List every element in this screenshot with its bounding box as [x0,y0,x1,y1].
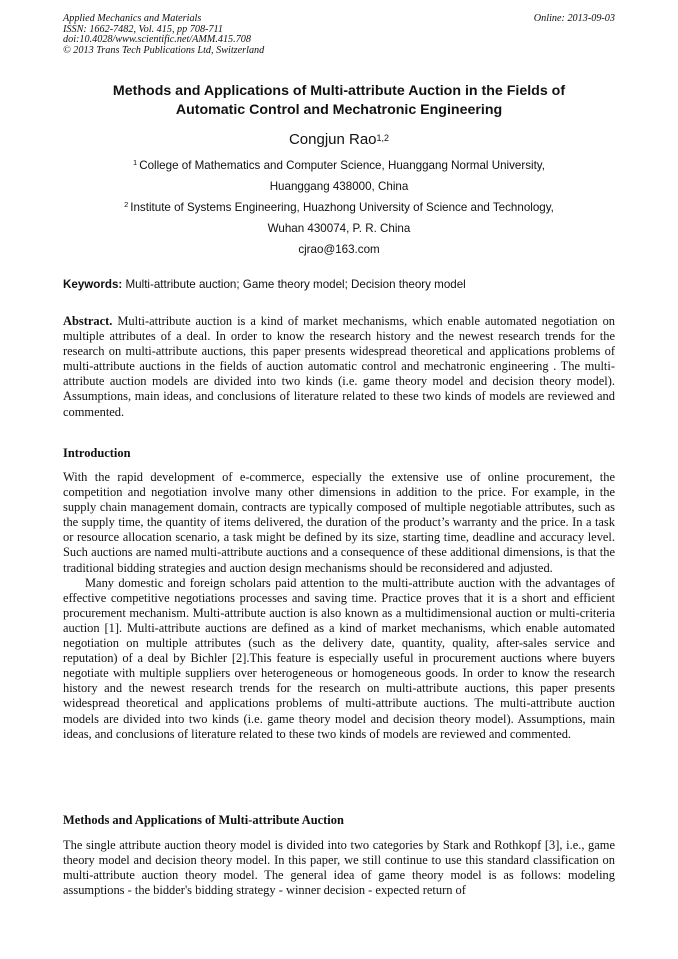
affiliations [63,155,615,260]
affiliation-1-line-1: College of Mathematics and Computer Science, Huanggang Normal University, [139,159,545,172]
author [63,131,615,149]
affiliation-2-mark: 2 [124,200,129,209]
title-line-2: Automatic Control and Mechatronic Engineering [175,101,503,118]
keywords-list: Multi-attribute auction; Game theory model; Decision theory model [125,278,466,291]
title-line-1: Methods and Applications of Multi-attribute Auction in the Fields of [112,83,566,99]
affiliation-1-line-2: Huanggang 438000, China [269,180,409,193]
affiliation-2-line-1: Institute of Systems Engineering, Huazhong University of Science and Technology, [130,201,554,214]
journal-name: Applied Mechanics and Materials [63,13,202,24]
affiliation-1 [63,155,615,176]
methods-body [63,838,615,898]
introduction-paragraph-1: With the rapid development of e-commerce, especially the extensive use of online procurement, the competition and negotiation involve many other dimensions in addition to the price. For example, in the supply chain management domain, contracts are typically composed of multiple negotiable attributes, such as the supply time, the quantity of items delivered, the duration of the product’s warranty and the price. In a task or resource allocation scenario, a task might be defined by its size, starting time, deadline and accuracy level. Such auctions are named multi-attribute auctions and a consequence of these additional dimensions, is that the traditional bidding strategies and auction design mechanisms should be reconsidered and adjusted. [63,470,615,575]
affiliation-2 [63,197,615,218]
copyright-line: © 2013 Trans Tech Publications Ltd, Switzerland [63,44,265,56]
abstract [63,314,615,420]
author-affiliation-marks: 1,2 [376,133,390,143]
author-email[interactable]: cjrao@163.com [298,243,380,256]
abstract-text: Multi-attribute auction is a kind of market mechanisms, which enable automated negotiation on multiple attributes of a deal. In order to know the research history and the newest research trends for the research on multi-attribute auctions, this paper presents widespread theoretical and applications problems of multi-attribute auctions in the fields of auction automatic control and mechatronic engineering . The multi-attribute auction models are divided into two kinds (i.e. game theory model and decision theory model). Assumptions, main ideas, and conclusions of literature related to these two kinds of models are reviewed and commented. [63,314,616,419]
keywords [63,277,623,292]
issn-line: ISSN: 1662-7482, Vol. 415, pp 708-711 [63,23,223,35]
introduction-body [63,470,615,742]
methods-paragraph-1: The single attribute auction theory model is divided into two categories by Stark and Rothkopf [3], i.e., game theory model and decision theory model. In this paper, we still continue to use this standard classification on multi-attribute auction theory model. The general idea of game theory model is as follows: modeling assumptions - the bidder's bidding strategy - winner decision - expected return of [63,838,615,898]
author-name: Congjun Rao [288,131,377,148]
affiliation-2-line-2: Wuhan 430074, P. R. China [267,222,411,235]
abstract-label: Abstract. [63,314,113,328]
journal-header [63,14,264,56]
keywords-label: Keywords: [63,278,123,291]
introduction-paragraph-2: Many domestic and foreign scholars paid attention to the multi-attribute auction with the advantages of effective competitive negotiations processes and saving time. Practice proves that it is a short and efficient procurement mechanism. Multi-attribute auction is also known as a multidimensional auction or multi-criteria auction [1]. Multi-attribute auctions are defined as a kind of market mechanisms, which enable automated negotiation on multiple attributes (such as the delivery date, quantity, quality, after-sales service and reputation) of a deal by Bichler [2].This feature is especially useful in procurement auctions where buyers negotiate with multiple suppliers over heterogeneous or homogeneous goods. In order to know the research history and the newest research trends for the research on multi-attribute auctions, this paper presents widespread theoretical and applications problems of multi-attribute auctions. The multi-attribute auction models are divided into two kinds (i.e. game theory model and decision theory model). Assumptions, main ideas, and conclusions of literature related to these two kinds of models are reviewed and commented. [63,575,615,741]
affiliation-1-mark: 1 [133,158,138,167]
section-heading-methods: Methods and Applications of Multi-attribute Auction [63,813,344,827]
doi-line: doi:10.4028/www.scientific.net/AMM.415.708 [63,34,251,46]
online-date: Online: 2013-09-03 [533,13,615,24]
paper-title [63,82,615,119]
section-heading-introduction: Introduction [63,446,131,460]
